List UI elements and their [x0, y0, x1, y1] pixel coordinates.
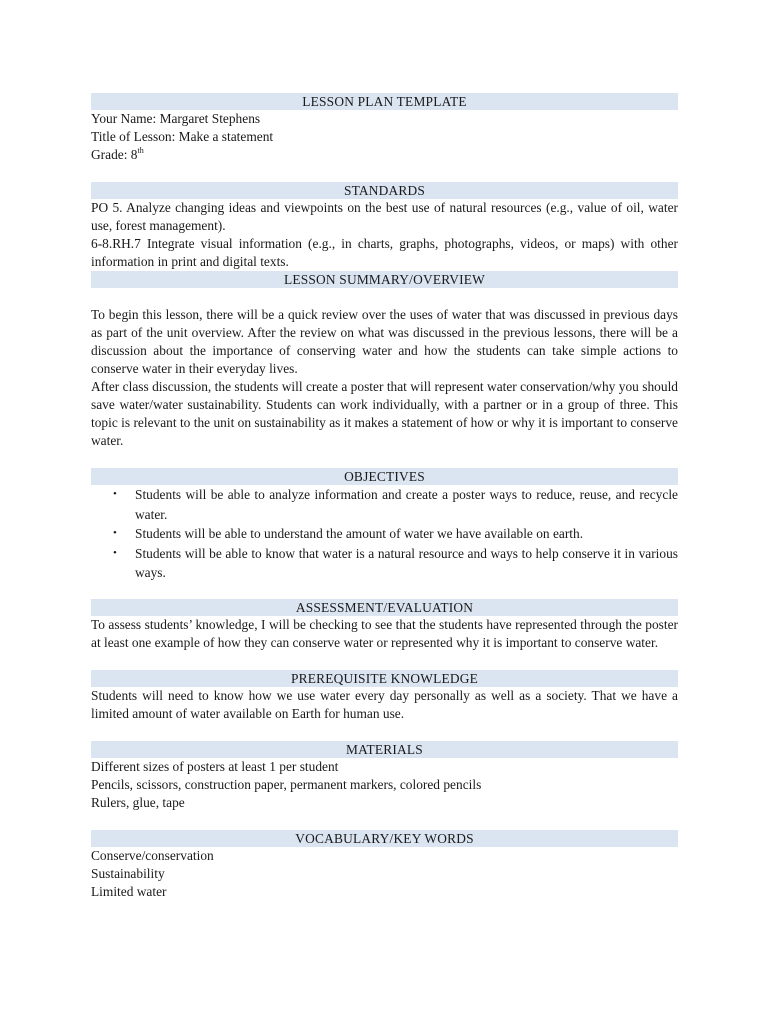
bullet-icon: • — [113, 488, 117, 500]
vocabulary-item: Limited water — [91, 883, 167, 899]
section-header-summary: LESSON SUMMARY/OVERVIEW — [91, 271, 678, 288]
objective-text: Students will be able to analyze information and create a poster ways to reduce, reuse, and recycle water. — [135, 487, 678, 522]
standard-item: PO 5. Analyze changing ideas and viewpoints on the best use of natural resources (e.g., value of oil, water use, forest management). — [91, 200, 678, 233]
material-item: Different sizes of posters at least 1 per student — [91, 758, 339, 774]
objective-item — [91, 524, 678, 544]
objective-text: Students will be able to know that water is a natural resource and ways to help conserve it in various ways. — [135, 545, 678, 580]
section-header-prerequisite: PREREQUISITE KNOWLEDGE — [91, 670, 678, 687]
material-item: Rulers, glue, tape — [91, 794, 185, 810]
lesson-title: Title of Lesson: Make a statement — [91, 129, 274, 144]
section-header-assessment: ASSESSMENT/EVALUATION — [91, 599, 678, 616]
spacer — [91, 583, 678, 599]
grade-suffix: th — [137, 145, 144, 155]
section-header-vocabulary: VOCABULARY/KEY WORDS — [91, 830, 678, 847]
bullet-icon: • — [113, 546, 117, 559]
bullet-icon: • — [113, 527, 117, 539]
grade-label: Grade: 8 — [91, 147, 138, 162]
summary-paragraph: To begin this lesson, there will be a quick review over the uses of water that was discussed in previous days as part of the unit overview. After the review on what was discussed in the previous lessons, there will be a discussion about the importance of conserving water and how the students can take simple actions to conserve water in their everyday lives. — [91, 307, 678, 376]
lesson-plan — [91, 93, 678, 901]
vocabulary-item: Sustainability — [91, 865, 165, 881]
summary-paragraph: After class discussion, the students will create a poster that will represent water conservation/why you should save water/water sustainability. Students can work individually, with a partner or in a group of three. This topic is relevant to the unit on sustainability as it makes a statement of how or why it is important to conserve water. — [91, 379, 678, 448]
prerequisite-text: Students will need to know how we use water every day personally as well as a society. That we have a limited amount of water available on Earth for human use. — [91, 687, 678, 721]
vocabulary-item: Conserve/conservation — [91, 847, 214, 863]
section-header-standards: STANDARDS — [91, 182, 678, 199]
objective-text: Students will be able to understand the amount of water we have available on earth. — [135, 526, 584, 541]
section-header-objectives: OBJECTIVES — [91, 468, 678, 485]
teacher-name: Your Name: Margaret Stephens — [91, 111, 261, 126]
spacer — [91, 450, 678, 468]
spacer — [91, 288, 678, 306]
objective-item — [91, 544, 678, 583]
objectives-list — [91, 485, 678, 583]
objective-item — [91, 485, 678, 524]
section-header-materials: MATERIALS — [91, 741, 678, 758]
spacer — [91, 652, 678, 670]
spacer — [91, 723, 678, 741]
spacer — [91, 812, 678, 830]
material-item: Pencils, scissors, construction paper, permanent markers, colored pencils — [91, 776, 482, 792]
assessment-text: To assess students’ knowledge, I will be checking to see that the students have represented through the poster at least one example of how they can conserve water or represented why it is important to conserve water. — [91, 616, 678, 650]
grade — [91, 146, 678, 164]
standard-item: 6-8.RH.7 Integrate visual information (e.g., in charts, graphs, photographs, videos, or maps) with other information in print and digital texts. — [91, 236, 678, 269]
section-header-lesson-plan: LESSON PLAN TEMPLATE — [91, 93, 678, 110]
spacer — [91, 164, 678, 182]
